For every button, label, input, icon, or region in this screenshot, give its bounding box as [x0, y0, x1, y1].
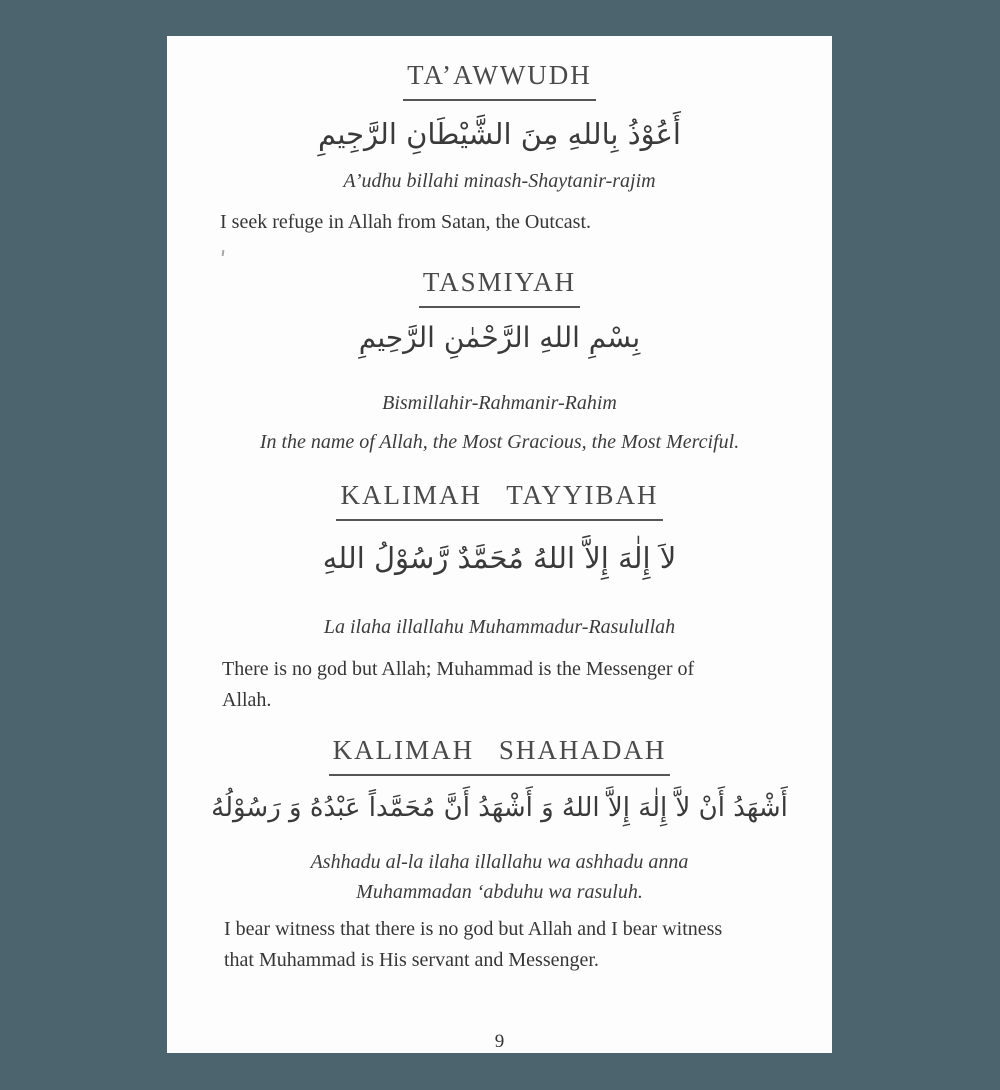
transliteration-kalimah-tayyibah: La ilaha illallahu Muhammadur-Rasulullah	[323, 616, 676, 638]
section-title-kalimah-shahadah-text: KALIMAH SHAHADAH	[329, 735, 671, 776]
section-title-taawwudh-text: TA’AWWUDH	[403, 60, 596, 101]
scan-speckle	[222, 250, 225, 256]
translation-taawwudh	[220, 207, 787, 238]
translation-kalimah-shahadah	[224, 914, 787, 976]
section-title-tasmiyah	[167, 267, 832, 308]
transliteration-kalimah-shahadah	[167, 847, 832, 907]
page-number: 9	[494, 1031, 505, 1052]
translation-line: There is no god but Allah; Muhammad is the Messenger of	[222, 658, 695, 680]
section-title-kalimah-tayyibah-text: KALIMAH TAYYIBAH	[336, 480, 662, 521]
section-title-tasmiyah-text: TASMIYAH	[419, 267, 580, 308]
section-title-kalimah-shahadah	[167, 735, 832, 776]
arabic-text-kalimah-shahadah: أَشْهَدُ أَنْ لاَّ إِلٰهَ إِلاَّ اللهُ وَ أَشْهَدُ أَنَّ مُحَمَّداً عَبْدُهُ وَ رَسُوْلُهُ	[211, 793, 788, 823]
transliteration-taawwudh: A’udhu billahi minash-Shaytanir-rajim	[343, 170, 656, 192]
section-title-taawwudh	[167, 60, 832, 101]
book-page	[167, 36, 832, 1053]
arabic-text-tasmiyah: بِسْمِ اللهِ الرَّحْمٰنِ الرَّحِيمِ	[358, 321, 641, 354]
section-title-kalimah-tayyibah	[167, 480, 832, 521]
translation-kalimah-tayyibah	[222, 654, 784, 716]
translation-line: I seek refuge in Allah from Satan, the Outcast.	[220, 211, 591, 233]
arabic-text-kalimah-tayyibah: لاَ إِلٰهَ إِلاَّ اللهُ مُحَمَّدٌ رَّسُوْلُ اللهِ	[322, 541, 677, 575]
translation-line: I bear witness that there is no god but Allah and I bear witness	[224, 918, 723, 940]
transliteration-line: Ashhadu al-la ilaha illallahu wa ashhadu anna	[310, 851, 689, 873]
translation-tasmiyah: In the name of Allah, the Most Gracious, the Most Merciful.	[259, 431, 740, 453]
transliteration-line: Muhammadan ‘abduhu wa rasuluh.	[356, 881, 643, 903]
arabic-text-taawwudh: أَعُوْذُ بِاللهِ مِنَ الشَّيْطَانِ الرَّجِيمِ	[318, 117, 681, 151]
translation-line: that Muhammad is His servant and Messenger.	[224, 949, 599, 971]
transliteration-tasmiyah: Bismillahir-Rahmanir-Rahim	[382, 392, 617, 414]
translation-line: Allah.	[222, 689, 272, 711]
